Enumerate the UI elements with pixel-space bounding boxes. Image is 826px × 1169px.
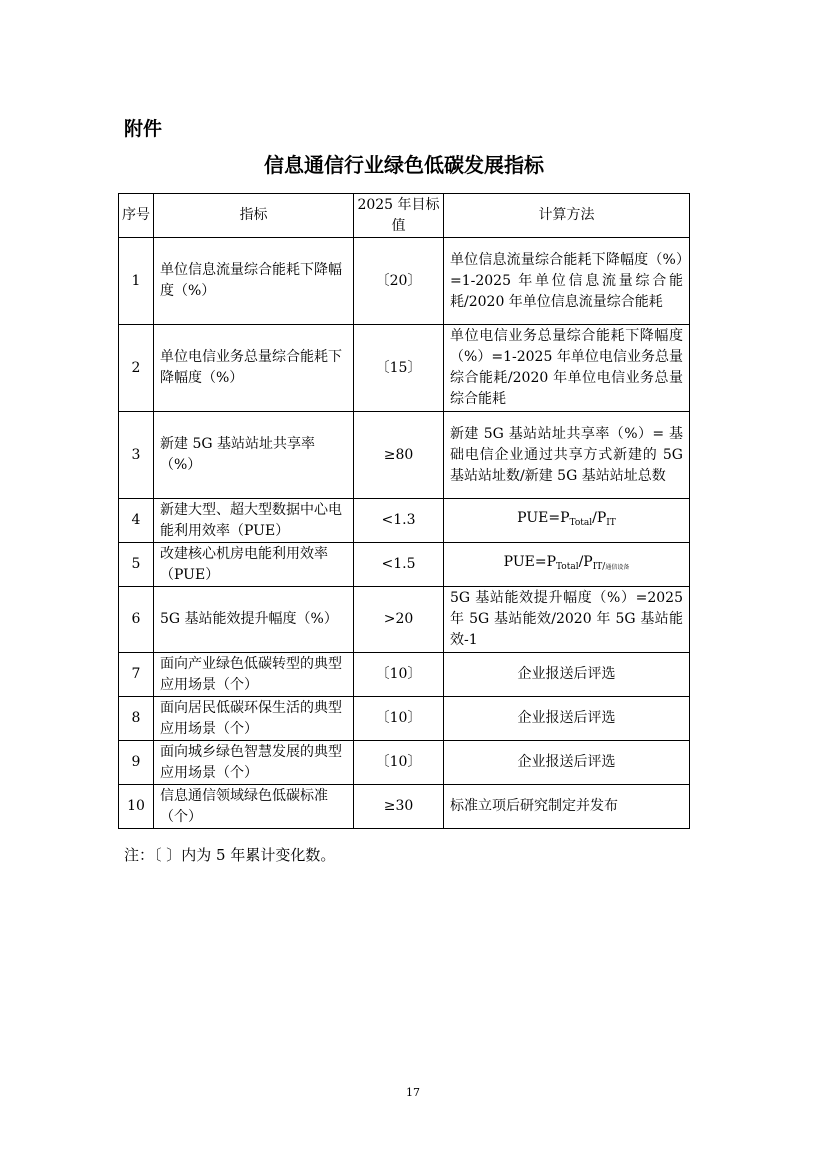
document-title: 信息通信行业绿色低碳发展指标 (264, 153, 544, 177)
table-row (119, 543, 690, 587)
row-indicator: 面向城乡绿色智慧发展的典型应用场景（个） (154, 741, 354, 785)
row-no: 7 (119, 653, 154, 697)
page-number: 17 (406, 1086, 420, 1099)
row-no: 5 (119, 543, 154, 587)
row-indicator: 面向居民低碳环保生活的典型应用场景（个） (154, 697, 354, 741)
row-method: 单位电信业务总量综合能耗下降幅度（%）=1-2025 年单位电信业务总量综合能耗/2020 年单位电信业务总量综合能耗 (444, 325, 690, 412)
row-indicator: 改建核心机房电能利用效率（PUE） (154, 543, 354, 587)
row-method: 5G 基站能效提升幅度（%）=2025 年 5G 基站能效/2020 年 5G 基站能效-1 (444, 587, 690, 653)
table-row (119, 238, 690, 325)
table-note: 注：〔 〕内为 5 年累计变化数。 (124, 846, 336, 864)
row-no: 4 (119, 499, 154, 543)
row-target: >20 (354, 587, 444, 653)
row-target: 〔10〕 (354, 653, 444, 697)
table-row (119, 653, 690, 697)
table-row (119, 741, 690, 785)
row-method-formula (444, 543, 690, 587)
row-method-formula (444, 499, 690, 543)
row-method: 单位信息流量综合能耗下降幅度（%）=1-2025 年单位信息流量综合能耗/2020 年单位信息流量综合能耗 (444, 238, 690, 325)
formula-subscript-total: Total (556, 561, 579, 572)
formula-subscript-total: Total (569, 517, 593, 528)
row-no: 9 (119, 741, 154, 785)
table-row (119, 499, 690, 543)
row-method: 企业报送后评选 (444, 653, 690, 697)
row-target: ≥80 (354, 412, 444, 499)
formula-divider: /P (592, 509, 607, 526)
row-no: 3 (119, 412, 154, 499)
table-header-row (119, 194, 690, 238)
row-method: 标准立项后研究制定并发布 (444, 785, 690, 829)
table-row (119, 785, 690, 829)
row-no: 10 (119, 785, 154, 829)
table-row (119, 587, 690, 653)
row-method: 企业报送后评选 (444, 741, 690, 785)
row-no: 8 (119, 697, 154, 741)
row-target: ≥30 (354, 785, 444, 829)
row-method: 新建 5G 基站站址共享率（%）= 基础电信企业通过共享方式新建的 5G 基站站址数/新建 5G 基站站址总数 (444, 412, 690, 499)
formula-subscript-it: IT (606, 517, 616, 528)
formula-subscript-it: IT/ (592, 561, 606, 572)
row-indicator: 新建大型、超大型数据中心电能利用效率（PUE） (154, 499, 354, 543)
table-row (119, 697, 690, 741)
row-target: 〔15〕 (354, 325, 444, 412)
table-row (119, 325, 690, 412)
row-no: 2 (119, 325, 154, 412)
row-target: 〔10〕 (354, 697, 444, 741)
formula-divider: /P (578, 553, 593, 570)
row-indicator: 新建 5G 基站站址共享率（%） (154, 412, 354, 499)
indicators-table (118, 193, 690, 829)
header-method: 计算方法 (444, 194, 690, 238)
header-target: 2025 年目标值 (354, 194, 444, 238)
row-indicator: 信息通信领域绿色低碳标准（个） (154, 785, 354, 829)
table-row (119, 412, 690, 499)
row-no: 6 (119, 587, 154, 653)
row-indicator: 单位信息流量综合能耗下降幅度（%） (154, 238, 354, 325)
row-target: 〔10〕 (354, 741, 444, 785)
formula-prefix: PUE=P (517, 509, 570, 526)
row-target: <1.3 (354, 499, 444, 543)
header-no: 序号 (119, 194, 154, 238)
attachment-label: 附件 (124, 118, 163, 140)
header-indicator: 指标 (154, 194, 354, 238)
formula-prefix: PUE=P (503, 553, 556, 570)
row-no: 1 (119, 238, 154, 325)
row-target: <1.5 (354, 543, 444, 587)
row-indicator: 面向产业绿色低碳转型的典型应用场景（个） (154, 653, 354, 697)
row-indicator: 单位电信业务总量综合能耗下降幅度（%） (154, 325, 354, 412)
row-target: 〔20〕 (354, 238, 444, 325)
row-method: 企业报送后评选 (444, 697, 690, 741)
row-indicator: 5G 基站能效提升幅度（%） (154, 587, 354, 653)
formula-subscript-equipment: 通信设备 (605, 563, 630, 571)
